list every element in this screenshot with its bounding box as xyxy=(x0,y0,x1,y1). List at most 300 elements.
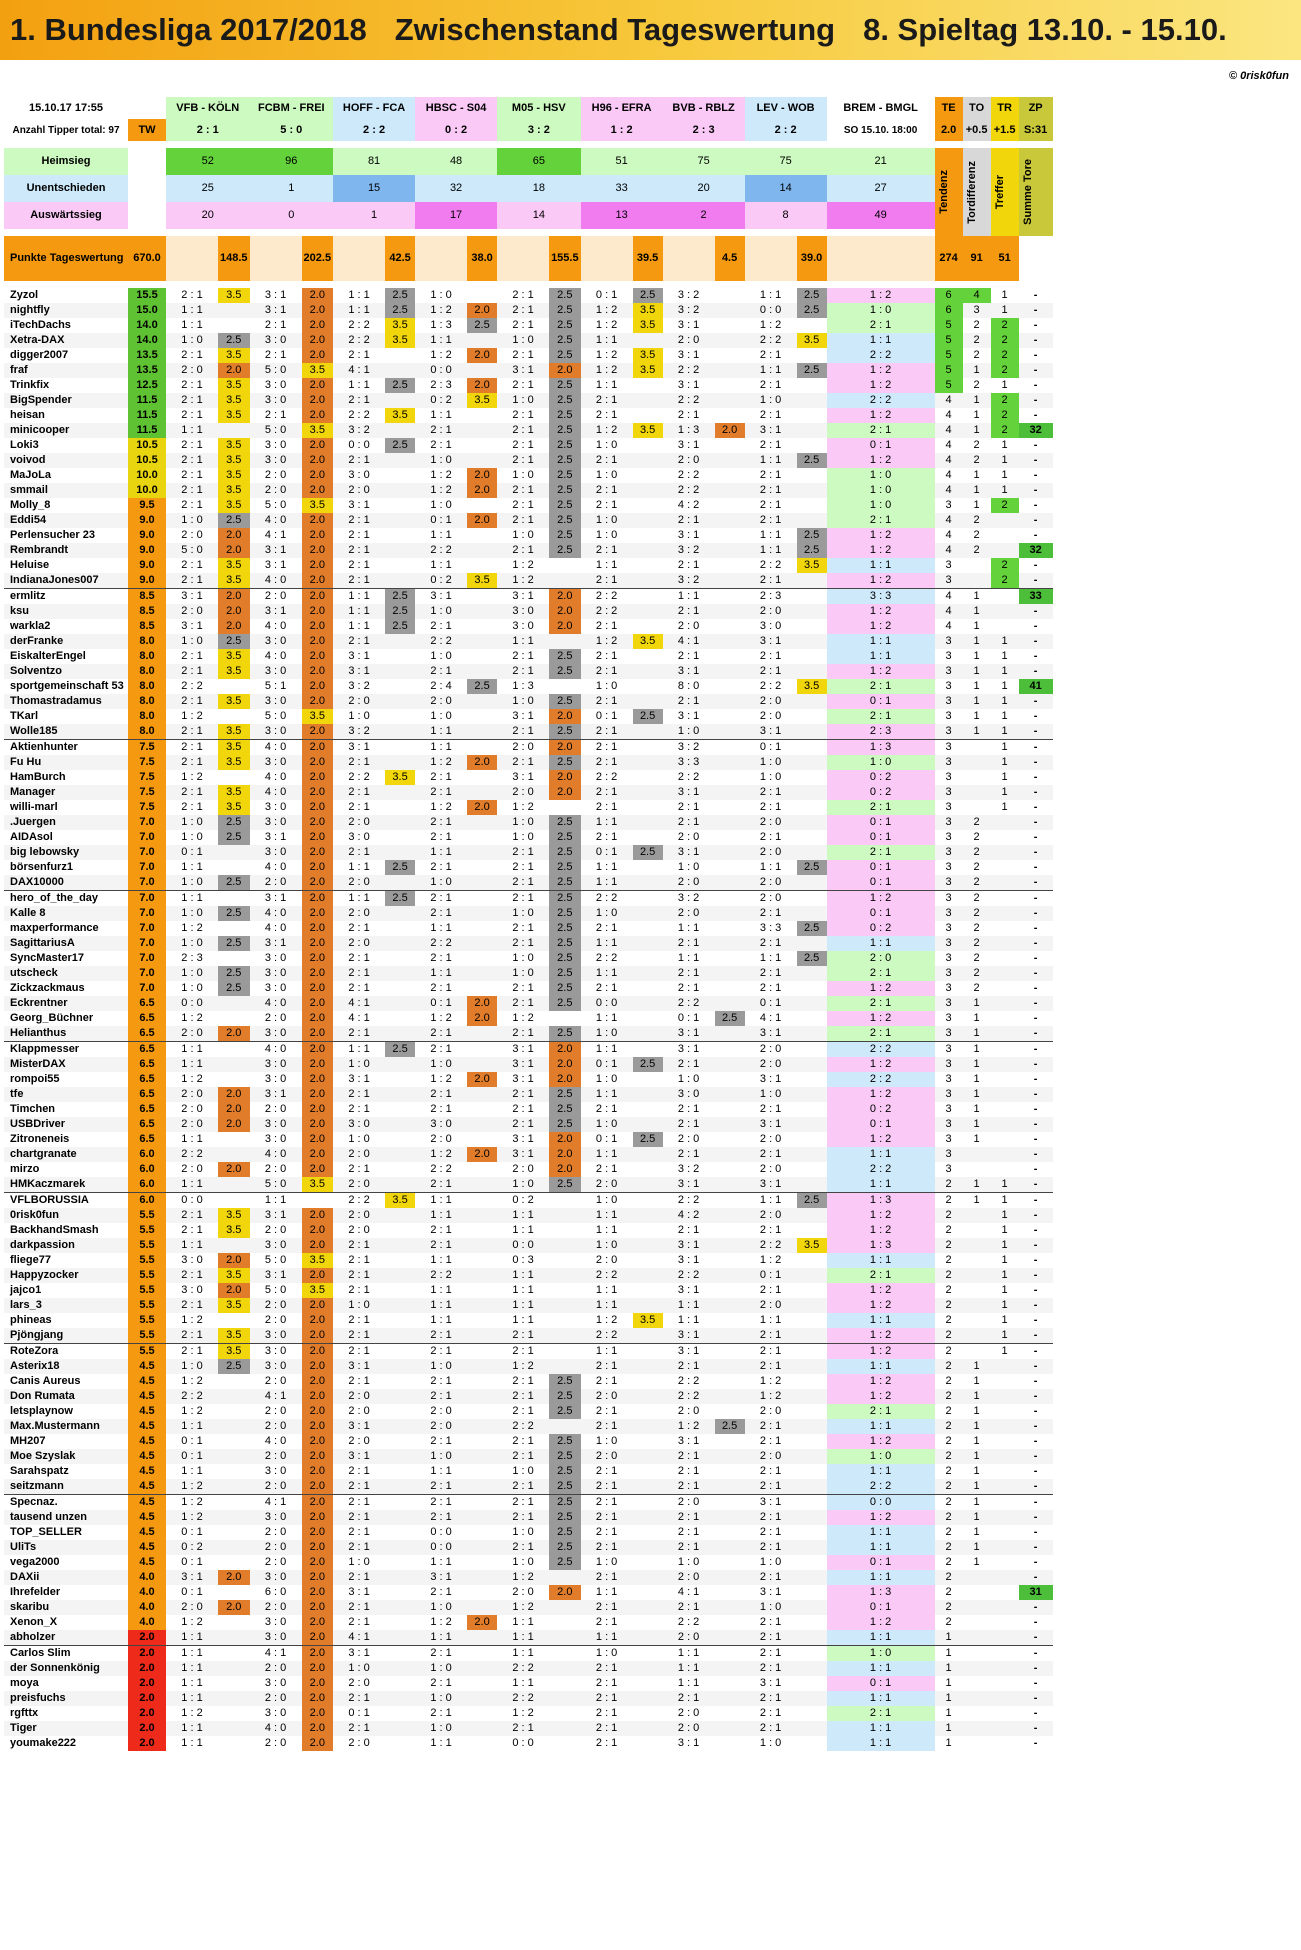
tr-count xyxy=(991,921,1019,936)
tip-points xyxy=(715,1570,745,1585)
tw-points: 6.5 xyxy=(128,1072,166,1087)
te-header: TE xyxy=(935,97,963,119)
tip-score: 1 : 1 xyxy=(415,1313,467,1328)
tip-score: 3 : 0 xyxy=(250,1676,302,1691)
tip-score: 2 : 2 xyxy=(415,1268,467,1283)
tip-score: 1 : 1 xyxy=(581,1147,633,1162)
tip-points xyxy=(715,755,745,770)
tip-score: 3 : 1 xyxy=(333,1072,385,1087)
tip-score: 2 : 0 xyxy=(415,1132,467,1147)
tr-count xyxy=(991,1570,1019,1585)
tip-score: 2 : 0 xyxy=(663,830,715,845)
player-name: phineas xyxy=(4,1313,128,1328)
te-count: 2 xyxy=(935,1193,963,1209)
to-count: 2 xyxy=(963,860,991,875)
tip-points: 2.5 xyxy=(549,921,581,936)
tip-score: 2 : 1 xyxy=(581,1359,633,1374)
player-name: UliTs xyxy=(4,1540,128,1555)
zp-value: - xyxy=(1019,498,1053,513)
tw-points: 9.0 xyxy=(128,573,166,589)
tip-points xyxy=(549,1253,581,1268)
te-count: 2 xyxy=(935,1389,963,1404)
open-tip: 1 : 2 xyxy=(827,1223,935,1238)
tr-count xyxy=(991,936,1019,951)
tip-score: 1 : 0 xyxy=(581,468,633,483)
tr-count: 2 xyxy=(991,423,1019,438)
tw-points: 9.0 xyxy=(128,543,166,558)
tip-points xyxy=(385,543,415,558)
te-count: 3 xyxy=(935,951,963,966)
tip-score: 2 : 1 xyxy=(581,1615,633,1630)
tip-points xyxy=(385,1479,415,1495)
te-count: 2 xyxy=(935,1268,963,1283)
tip-points xyxy=(385,1208,415,1223)
tip-score: 1 : 0 xyxy=(497,333,549,348)
tip-score: 2 : 1 xyxy=(497,1374,549,1389)
tip-points xyxy=(633,468,663,483)
tr-count xyxy=(991,1419,1019,1434)
tw-points: 8.0 xyxy=(128,709,166,724)
tip-points xyxy=(218,1630,250,1646)
tw-points: 13.5 xyxy=(128,363,166,378)
tip-score: 2 : 1 xyxy=(745,1540,797,1555)
tip-score: 2 : 0 xyxy=(581,1177,633,1193)
tip-points: 2.0 xyxy=(302,875,334,891)
tip-score: 2 : 0 xyxy=(333,694,385,709)
tip-score: 2 : 2 xyxy=(581,589,633,605)
tip-points xyxy=(797,981,827,996)
tip-score: 0 : 1 xyxy=(166,1585,218,1600)
tip-score: 0 : 0 xyxy=(166,996,218,1011)
tip-score: 2 : 1 xyxy=(497,724,549,740)
tip-points xyxy=(467,1087,497,1102)
tip-score: 3 : 1 xyxy=(663,1253,715,1268)
tip-score: 0 : 2 xyxy=(166,1540,218,1555)
tip-points: 3.5 xyxy=(218,1328,250,1344)
to-count: 1 xyxy=(963,1464,991,1479)
tip-score: 2 : 1 xyxy=(497,543,549,558)
te-count: 3 xyxy=(935,921,963,936)
te-count: 2 xyxy=(935,1404,963,1419)
open-tip: 1 : 2 xyxy=(827,1208,935,1223)
tr-count xyxy=(991,1389,1019,1404)
tip-points xyxy=(549,1238,581,1253)
tip-points xyxy=(467,1721,497,1736)
tip-score: 1 : 0 xyxy=(166,906,218,921)
tip-points xyxy=(549,1223,581,1238)
tip-points xyxy=(467,1525,497,1540)
tip-points xyxy=(218,1389,250,1404)
tip-score: 1 : 1 xyxy=(250,1193,302,1209)
tip-score: 1 : 1 xyxy=(745,860,797,875)
tip-score: 1 : 2 xyxy=(497,573,549,589)
tip-points xyxy=(715,891,745,907)
open-tip: 2 : 1 xyxy=(827,423,935,438)
table-row xyxy=(4,906,1053,921)
zp-value: - xyxy=(1019,815,1053,830)
tip-score: 1 : 3 xyxy=(415,318,467,333)
tw-points: 11.5 xyxy=(128,408,166,423)
tip-points xyxy=(385,1026,415,1042)
tip-points xyxy=(715,1313,745,1328)
to-count: 1 xyxy=(963,1374,991,1389)
zp-value: - xyxy=(1019,1177,1053,1193)
tip-score: 2 : 1 xyxy=(581,724,633,740)
tip-points xyxy=(467,1389,497,1404)
tip-score: 4 : 0 xyxy=(250,1721,302,1736)
zp-value: - xyxy=(1019,393,1053,408)
to-count: 1 xyxy=(963,1011,991,1026)
tip-score: 1 : 1 xyxy=(663,1661,715,1676)
tr-count xyxy=(991,1525,1019,1540)
tip-points: 2.0 xyxy=(302,438,334,453)
tip-score: 1 : 1 xyxy=(415,1298,467,1313)
tip-points xyxy=(797,498,827,513)
open-tip: 2 : 2 xyxy=(827,1479,935,1495)
zp-value: - xyxy=(1019,1615,1053,1630)
to-count: 2 xyxy=(963,845,991,860)
to-count: 1 xyxy=(963,664,991,679)
table-row xyxy=(4,348,1053,363)
tw-points: 7.0 xyxy=(128,921,166,936)
tip-points xyxy=(715,1344,745,1360)
tip-points xyxy=(385,951,415,966)
zp-value: - xyxy=(1019,800,1053,815)
tip-score: 1 : 1 xyxy=(166,1646,218,1662)
player-name: mirzo xyxy=(4,1162,128,1177)
tw-points: 4.5 xyxy=(128,1464,166,1479)
tr-count xyxy=(991,1615,1019,1630)
tip-score: 0 : 1 xyxy=(581,709,633,724)
tip-score: 2 : 1 xyxy=(415,981,467,996)
tip-score: 2 : 1 xyxy=(581,1540,633,1555)
player-name: AIDAsol xyxy=(4,830,128,845)
tip-points xyxy=(218,891,250,907)
tip-score: 2 : 1 xyxy=(663,815,715,830)
tip-score: 2 : 1 xyxy=(415,1389,467,1404)
tw-points: 2.0 xyxy=(128,1691,166,1706)
tip-points: 3.5 xyxy=(797,558,827,573)
tip-score: 2 : 0 xyxy=(745,1057,797,1072)
tip-points xyxy=(385,1057,415,1072)
zp-value: - xyxy=(1019,1208,1053,1223)
zp-value: - xyxy=(1019,1359,1053,1374)
tip-score: 2 : 1 xyxy=(333,785,385,800)
tw-points: 5.5 xyxy=(128,1238,166,1253)
tip-score: 1 : 1 xyxy=(581,815,633,830)
open-tip: 2 : 1 xyxy=(827,709,935,724)
te-count: 2 xyxy=(935,1374,963,1389)
tip-points xyxy=(467,1042,497,1058)
tip-score: 1 : 2 xyxy=(745,1389,797,1404)
tip-points: 3.5 xyxy=(302,498,334,513)
tip-score: 3 : 1 xyxy=(497,1072,549,1087)
tip-points: 2.0 xyxy=(302,453,334,468)
tip-score: 2 : 0 xyxy=(415,694,467,709)
tr-count: 1 xyxy=(991,288,1019,303)
tip-score: 1 : 0 xyxy=(497,1555,549,1570)
tip-points xyxy=(715,649,745,664)
tr-count xyxy=(991,589,1019,605)
tip-points: 2.0 xyxy=(218,363,250,378)
tip-score: 2 : 1 xyxy=(333,1026,385,1042)
tip-points: 2.0 xyxy=(302,1072,334,1087)
tw-points: 4.0 xyxy=(128,1600,166,1615)
tr-count: 1 xyxy=(991,1177,1019,1193)
tip-points xyxy=(218,679,250,694)
tip-score: 1 : 1 xyxy=(415,1208,467,1223)
tip-points xyxy=(385,1600,415,1615)
tip-score: 2 : 1 xyxy=(333,1087,385,1102)
tip-score: 4 : 0 xyxy=(250,921,302,936)
open-tip: 1 : 1 xyxy=(827,333,935,348)
tip-score: 2 : 0 xyxy=(333,906,385,921)
tip-score: 2 : 1 xyxy=(333,1540,385,1555)
tip-points xyxy=(633,860,663,875)
tip-points xyxy=(633,981,663,996)
tip-points: 2.0 xyxy=(302,1026,334,1042)
tip-score: 2 : 2 xyxy=(663,996,715,1011)
te-count: 4 xyxy=(935,468,963,483)
tip-points xyxy=(797,1223,827,1238)
tip-score: 1 : 1 xyxy=(333,378,385,393)
open-tip: 1 : 1 xyxy=(827,649,935,664)
te-count: 2 xyxy=(935,1298,963,1313)
tip-points xyxy=(633,1328,663,1344)
table-row xyxy=(4,649,1053,664)
tip-score: 2 : 1 xyxy=(745,1464,797,1479)
tip-points xyxy=(467,770,497,785)
tip-score: 0 : 3 xyxy=(497,1253,549,1268)
tip-points xyxy=(715,709,745,724)
tip-score: 2 : 1 xyxy=(333,453,385,468)
tip-points xyxy=(797,815,827,830)
tip-points xyxy=(797,770,827,785)
tip-score: 2 : 0 xyxy=(663,1630,715,1646)
tip-score: 3 : 0 xyxy=(250,966,302,981)
tip-score: 1 : 3 xyxy=(497,679,549,694)
tip-score: 1 : 0 xyxy=(333,1057,385,1072)
tip-score: 1 : 1 xyxy=(166,1630,218,1646)
tip-points xyxy=(633,1102,663,1117)
tip-points xyxy=(715,1328,745,1344)
tip-points xyxy=(218,1479,250,1495)
zp-value: - xyxy=(1019,981,1053,996)
tip-points xyxy=(385,1147,415,1162)
to-count xyxy=(963,1676,991,1691)
stat-value: 18 xyxy=(497,175,581,202)
table-row xyxy=(4,619,1053,634)
tip-score: 2 : 0 xyxy=(250,468,302,483)
table-row xyxy=(4,1042,1053,1058)
tip-score: 1 : 1 xyxy=(415,408,467,423)
open-tip: 0 : 1 xyxy=(827,815,935,830)
tip-points xyxy=(715,1223,745,1238)
tr-count xyxy=(991,860,1019,875)
tip-points xyxy=(715,498,745,513)
open-tip: 1 : 2 xyxy=(827,1374,935,1389)
tip-score: 2 : 1 xyxy=(745,1630,797,1646)
datetime: 15.10.17 17:55 xyxy=(28,101,103,114)
tip-points xyxy=(467,1449,497,1464)
tip-points: 3.5 xyxy=(218,755,250,770)
table-row xyxy=(4,318,1053,333)
tip-points xyxy=(633,1495,663,1511)
tip-points xyxy=(467,1600,497,1615)
zp-value: - xyxy=(1019,921,1053,936)
tip-points xyxy=(797,906,827,921)
tr-count xyxy=(991,1691,1019,1706)
player-name: tfe xyxy=(4,1087,128,1102)
tip-points: 2.0 xyxy=(302,1147,334,1162)
tip-points xyxy=(385,921,415,936)
tip-points xyxy=(467,906,497,921)
tip-score: 2 : 1 xyxy=(497,453,549,468)
tip-score: 2 : 1 xyxy=(333,1268,385,1283)
tip-points: 2.5 xyxy=(633,1132,663,1147)
open-tip: 0 : 1 xyxy=(827,438,935,453)
open-tip: 0 : 1 xyxy=(827,830,935,845)
tip-score: 2 : 1 xyxy=(663,649,715,664)
tip-points: 2.0 xyxy=(302,318,334,333)
open-tip: 1 : 2 xyxy=(827,981,935,996)
tip-score: 0 : 1 xyxy=(581,1132,633,1147)
to-count xyxy=(963,1268,991,1283)
tip-points: 2.0 xyxy=(302,936,334,951)
tip-score: 2 : 1 xyxy=(581,1676,633,1691)
te-count: 5 xyxy=(935,348,963,363)
zp-value: - xyxy=(1019,1525,1053,1540)
tip-points: 2.0 xyxy=(302,679,334,694)
tip-score: 2 : 1 xyxy=(333,1495,385,1511)
open-tip: 1 : 0 xyxy=(827,303,935,318)
tip-score: 1 : 2 xyxy=(581,348,633,363)
tip-score: 1 : 2 xyxy=(166,1404,218,1419)
tip-points: 2.0 xyxy=(302,1102,334,1117)
tip-score: 1 : 2 xyxy=(415,1011,467,1026)
tip-points: 2.5 xyxy=(797,860,827,875)
zp-value: - xyxy=(1019,1057,1053,1072)
tip-points xyxy=(467,333,497,348)
tip-score: 2 : 2 xyxy=(663,1615,715,1630)
tip-points xyxy=(715,438,745,453)
tw-points: 4.5 xyxy=(128,1389,166,1404)
tip-points xyxy=(467,498,497,513)
tip-score: 0 : 2 xyxy=(415,573,467,589)
tip-points xyxy=(797,1600,827,1615)
zp-value: - xyxy=(1019,1042,1053,1058)
tip-score: 2 : 1 xyxy=(166,755,218,770)
tr-count xyxy=(991,1555,1019,1570)
tip-points xyxy=(467,1510,497,1525)
tip-points xyxy=(385,423,415,438)
te-count: 3 xyxy=(935,724,963,740)
tip-points: 2.0 xyxy=(302,1374,334,1389)
tip-points: 2.0 xyxy=(302,1162,334,1177)
tip-score: 2 : 1 xyxy=(745,1615,797,1630)
tip-score: 1 : 1 xyxy=(415,333,467,348)
tip-points xyxy=(633,1615,663,1630)
tip-score: 2 : 1 xyxy=(745,1434,797,1449)
player-name: smmail xyxy=(4,483,128,498)
tip-points xyxy=(797,966,827,981)
tip-score: 2 : 1 xyxy=(415,951,467,966)
tip-score: 2 : 1 xyxy=(581,755,633,770)
table-row xyxy=(4,1706,1053,1721)
tip-points xyxy=(385,1570,415,1585)
to-count: 1 xyxy=(963,1389,991,1404)
tip-points: 2.0 xyxy=(302,1706,334,1721)
tip-points: 2.0 xyxy=(302,393,334,408)
tip-score: 3 : 1 xyxy=(745,634,797,649)
tip-points xyxy=(385,1328,415,1344)
tip-points xyxy=(715,664,745,679)
to-count: 2 xyxy=(963,453,991,468)
tip-points: 2.5 xyxy=(549,724,581,740)
tip-points xyxy=(385,1283,415,1298)
to-count: 2 xyxy=(963,966,991,981)
zp-value: - xyxy=(1019,513,1053,528)
tip-score: 2 : 1 xyxy=(415,1238,467,1253)
tr-count: 1 xyxy=(991,1268,1019,1283)
tip-score: 3 : 1 xyxy=(333,649,385,664)
tip-points xyxy=(385,845,415,860)
tip-score: 2 : 1 xyxy=(581,1661,633,1676)
tip-score: 2 : 0 xyxy=(663,1721,715,1736)
tip-score: 4 : 0 xyxy=(250,770,302,785)
tip-points xyxy=(467,1419,497,1434)
tip-points: 2.5 xyxy=(549,1479,581,1495)
tr-count: 2 xyxy=(991,498,1019,513)
match-header: BVB - RBLZ xyxy=(663,97,745,119)
tip-score: 1 : 1 xyxy=(415,921,467,936)
tip-score: 2 : 1 xyxy=(663,981,715,996)
tip-points: 2.0 xyxy=(302,619,334,634)
tip-score: 2 : 1 xyxy=(745,981,797,996)
player-name: SyncMaster17 xyxy=(4,951,128,966)
te-count: 3 xyxy=(935,709,963,724)
stat-value: 2 xyxy=(663,202,745,229)
tip-points xyxy=(549,1691,581,1706)
tip-score: 2 : 1 xyxy=(333,951,385,966)
te-count: 3 xyxy=(935,936,963,951)
tip-score: 8 : 0 xyxy=(663,679,715,694)
tip-score: 2 : 1 xyxy=(497,860,549,875)
te-count: 3 xyxy=(935,906,963,921)
open-tip: 2 : 1 xyxy=(827,800,935,815)
tip-score: 4 : 1 xyxy=(250,528,302,543)
tw-points: 2.0 xyxy=(128,1676,166,1691)
tip-score: 2 : 1 xyxy=(745,498,797,513)
tip-points xyxy=(715,740,745,756)
tip-score: 2 : 1 xyxy=(663,1479,715,1495)
tw-points: 6.5 xyxy=(128,996,166,1011)
zp-value: - xyxy=(1019,573,1053,589)
te-count: 2 xyxy=(935,1434,963,1449)
tip-points: 3.5 xyxy=(218,408,250,423)
tip-score: 4 : 1 xyxy=(333,1011,385,1026)
tip-points: 2.0 xyxy=(302,333,334,348)
te-count: 3 xyxy=(935,1162,963,1177)
tip-score: 2 : 0 xyxy=(415,1404,467,1419)
tip-score: 2 : 2 xyxy=(663,1374,715,1389)
tip-score: 1 : 0 xyxy=(333,1132,385,1147)
tip-points xyxy=(715,1661,745,1676)
tip-points xyxy=(797,694,827,709)
tip-score: 1 : 1 xyxy=(166,860,218,875)
tip-score: 3 : 1 xyxy=(415,589,467,605)
tip-score: 2 : 1 xyxy=(745,573,797,589)
